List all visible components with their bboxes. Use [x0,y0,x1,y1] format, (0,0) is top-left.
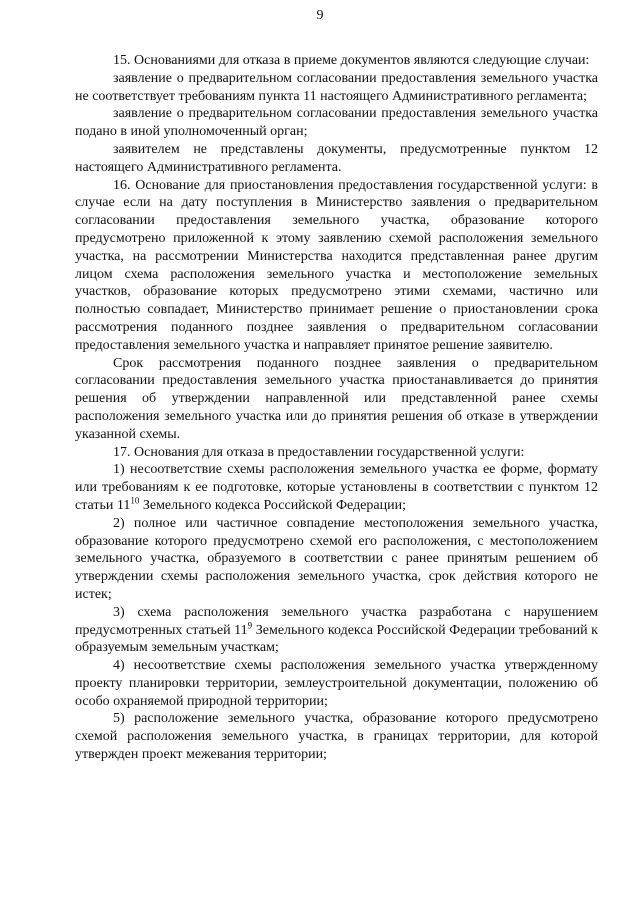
item-3-text-after: Земельного кодекса Российской Федерации требований к образуемым земельным участкам; [75,622,598,656]
item-1-text-after: Земельного кодекса Российской Федерации; [139,497,406,513]
paragraph-15-case-3: заявителем не представлены документы, предусмотренные пунктом 12 настоящего Административного регламента. [75,141,598,175]
item-3-text-before: 3) схема расположения земельного участка разработана с нарушением предусмотренных статьей 11 [75,604,598,638]
item-1-superscript: 10 [130,495,140,506]
paragraph-15-case-2: заявление о предварительном согласовании предоставления земельного участка подано в иной уполномоченный орган; [75,106,598,140]
paragraph-16-term: Срок рассмотрения поданного позднее заявления о предварительном согласовании предоставления земельного участка приостанавливается до принятия решения об утверждении направленной или представленной ранее схемы расположения земельного участка или до принятия решения об отказе в утверждении указанной схемы. [75,355,598,442]
paragraph-17-item-5: 5) расположение земельного участка, образование которого предусмотрено схемой расположения земельного участка, в границах территории, для которой утвержден проект межевания территории; [75,711,598,763]
paragraph-15: 15. Основаниями для отказа в приеме документов являются следующие случаи: [113,53,590,68]
paragraph-17-item-3 [75,604,598,657]
paragraph-17-item-1 [75,461,598,514]
page-number: 9 [316,8,324,23]
item-3-superscript: 9 [247,619,253,630]
paragraph-17-item-2: 2) полное или частичное совпадение местоположения земельного участка, образование которого предусмотрено схемой его расположения, с местоположением земельного участка, образуемого в соответствии с ранее принятым решением об утверждении схемы расположения земельного участка, срок действия которого не истек; [75,515,598,602]
paragraph-16: 16. Основание для приостановления предоставления государственной услуги: в случае если на дату поступления в Министерство заявления о предварительном согласовании предоставления земельного участка, образование которого предусмотрено приложенной к этому заявлению схемой расположения земельного участка, на рассмотрении Министерства находится представленная ранее другим лицом схема расположения земельного участка и местоположение земельных участков, образование которых предусмотрено этими схемами, частично или полностью совпадает, Министерство принимает решение о приостановлении срока рассмотрения поданного позднее заявления о предварительном согласовании предоставления земельного участка и направляет принятое решение заявителю. [75,177,598,353]
item-1-text-before: 1) несоответствие схемы расположения земельного участка ее форме, формату или требованиям к ее подготовке, которые установлены в соответствии с пунктом 12 статьи 11 [75,462,598,513]
paragraph-17-item-4: 4) несоответствие схемы расположения земельного участка утвержденному проекту планировки территории, землеустроительной документации, положению об особо охраняемой природной территории; [75,658,598,709]
paragraph-15-case-1: заявление о предварительном согласовании предоставления земельного участка не соответствует требованиям пункта 11 настоящего Административного регламента; [75,70,598,104]
paragraph-17: 17. Основания для отказа в предоставлении государственной услуги: [113,444,525,460]
document-body [75,52,598,764]
